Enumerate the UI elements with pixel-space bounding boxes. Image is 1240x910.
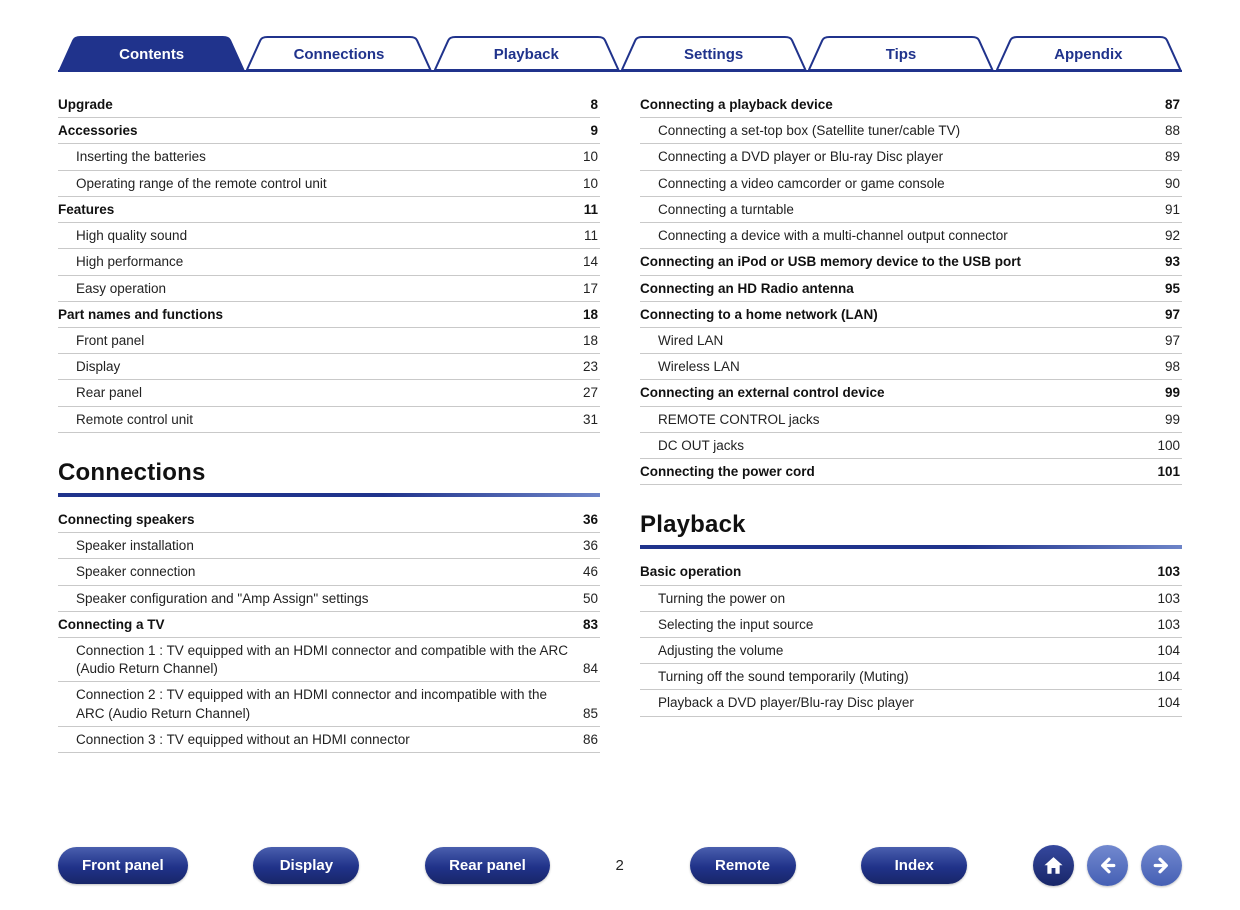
toc-entry[interactable] <box>640 118 1182 144</box>
footer-button-front-panel[interactable]: Front panel <box>58 847 188 884</box>
toc-entry-page: 97 <box>1164 332 1180 348</box>
toc-entry-title: Connecting to a home network (LAN) <box>640 306 878 322</box>
toc-entry-page: 88 <box>1164 123 1180 139</box>
toc-entry-page: 85 <box>582 705 598 721</box>
toc-entry-page: 84 <box>582 661 598 677</box>
toc-entry-page: 103 <box>1157 564 1180 580</box>
toc-entry-title: Accessories <box>58 123 138 139</box>
toc-entry[interactable] <box>640 664 1182 690</box>
toc-column-left <box>58 92 600 753</box>
toc-entry-title: High performance <box>76 254 184 270</box>
toc-entry-title: Wired LAN <box>658 332 724 348</box>
toc-entry[interactable] <box>640 690 1182 716</box>
toc-entry[interactable] <box>640 559 1182 585</box>
toc-entry-page: 104 <box>1157 669 1180 685</box>
toc-entry[interactable] <box>640 302 1182 328</box>
toc-entry[interactable] <box>640 223 1182 249</box>
section-heading-playback <box>640 511 1182 549</box>
section-underline <box>640 545 1182 549</box>
toc-entry-page: 90 <box>1164 175 1180 191</box>
tab-connections[interactable] <box>245 36 432 70</box>
home-button[interactable] <box>1033 845 1074 886</box>
footer-button-remote[interactable]: Remote <box>690 847 796 884</box>
toc-entry[interactable] <box>58 118 600 144</box>
toc-entry-title: Features <box>58 201 115 217</box>
toc-entry[interactable] <box>58 586 600 612</box>
toc-entry[interactable] <box>640 407 1182 433</box>
toc-entry[interactable] <box>640 144 1182 170</box>
toc-entry-title: Connecting the power cord <box>640 464 815 480</box>
toc-entry[interactable] <box>58 507 600 533</box>
toc-entry-title: High quality sound <box>76 228 188 244</box>
toc-entry-page: 99 <box>1164 385 1180 401</box>
toc-entry-page: 18 <box>582 332 598 348</box>
toc-entry[interactable] <box>58 533 600 559</box>
toc-entry[interactable] <box>640 586 1182 612</box>
toc-entry-title: Inserting the batteries <box>76 149 206 165</box>
toc-entry[interactable] <box>58 380 600 406</box>
forward-button[interactable] <box>1141 845 1182 886</box>
toc-entry-title: Connecting a playback device <box>640 97 833 112</box>
toc-entry-title: Connection 3 : TV equipped without an HDMI connector <box>76 731 410 747</box>
toc-entry-page: 101 <box>1157 464 1180 480</box>
toc-entry[interactable] <box>58 612 600 638</box>
tab-label: Settings <box>684 45 744 63</box>
toc-entry-page: 23 <box>582 359 598 375</box>
toc-entry-title: Speaker connection <box>76 564 196 580</box>
toc-entry[interactable] <box>58 559 600 585</box>
toc-entry[interactable] <box>640 354 1182 380</box>
toc-entry-page: 92 <box>1164 228 1180 244</box>
toc-entry[interactable] <box>640 197 1182 223</box>
tab-label: Playback <box>493 45 559 63</box>
toc-entry[interactable] <box>640 276 1182 302</box>
toc-entry-title: Connecting a TV <box>58 616 165 632</box>
toc-entry-page: 9 <box>590 123 598 139</box>
toc-entry-page: 50 <box>582 590 598 606</box>
toc-entry[interactable] <box>58 249 600 275</box>
toc-entry-title: Connection 2 : TV equipped with an HDMI connector and incompatible with the ARC (Audio Return Channel) <box>76 687 548 721</box>
toc-entry-page: 27 <box>582 385 598 401</box>
toc-entry[interactable] <box>640 328 1182 354</box>
toc-entry[interactable] <box>58 682 600 726</box>
toc-entry-title: Remote control unit <box>76 411 194 427</box>
toc-entry-page: 36 <box>582 511 598 527</box>
toc-entry-title: Connecting a DVD player or Blu-ray Disc player <box>658 149 944 165</box>
toc-entry-page: 103 <box>1157 616 1180 632</box>
toc-entry-title: REMOTE CONTROL jacks <box>658 411 820 427</box>
section-title: Connections <box>58 458 206 486</box>
section-heading-connections <box>58 459 600 497</box>
footer <box>58 845 1182 886</box>
toc-entry-title: Turning off the sound temporarily (Muting) <box>658 669 909 685</box>
footer-button-index[interactable]: Index <box>861 847 967 884</box>
footer-button-rear-panel[interactable]: Rear panel <box>425 847 550 884</box>
toc-entry[interactable] <box>58 197 600 223</box>
toc-entry-page: 11 <box>583 201 598 217</box>
toc-entry[interactable] <box>58 328 600 354</box>
toc-entry-title: Rear panel <box>76 385 143 401</box>
toc-entry-page: 103 <box>1157 590 1180 606</box>
toc-entry-title: Part names and functions <box>58 306 224 322</box>
toc-entry-page: 100 <box>1157 437 1180 453</box>
toc-entry[interactable] <box>640 171 1182 197</box>
toc-entry-title: Connecting an external control device <box>640 385 885 401</box>
tab-appendix[interactable] <box>995 36 1182 70</box>
toc-entry[interactable] <box>640 459 1182 485</box>
toc-entry[interactable] <box>58 302 600 328</box>
toc-entry-page: 8 <box>590 97 598 112</box>
toc-entry-title: Adjusting the volume <box>658 642 784 658</box>
toc-column-right <box>640 92 1182 753</box>
toc-entry-page: 10 <box>582 175 598 191</box>
toc-entry[interactable] <box>640 249 1182 275</box>
toc-entry-title: Connection 1 : TV equipped with an HDMI connector and compatible with the ARC (Audio Return Channel) <box>76 642 569 677</box>
toc-entry[interactable] <box>58 276 600 302</box>
tab-label: Tips <box>885 45 917 63</box>
tab-settings[interactable] <box>620 36 807 70</box>
toc-entry-page: 91 <box>1164 201 1180 217</box>
toc-entry[interactable] <box>640 380 1182 406</box>
toc-entry-title: Speaker installation <box>76 538 194 554</box>
toc-entry[interactable] <box>640 612 1182 638</box>
toc-entry-page: 10 <box>582 149 598 165</box>
tab-bar <box>58 36 1182 70</box>
footer-icons <box>1033 845 1182 886</box>
toc-entry-page: 95 <box>1164 280 1180 296</box>
toc-entry-page: 104 <box>1157 695 1180 711</box>
toc-entry-title: Playback a DVD player/Blu-ray Disc player <box>658 695 914 711</box>
toc-entry[interactable] <box>58 727 600 753</box>
section-title: Playback <box>640 511 746 539</box>
toc-entry-page: 104 <box>1157 642 1180 658</box>
toc-entry-page: 89 <box>1164 149 1180 165</box>
toc-entry-title: Connecting an iPod or USB memory device to the USB port <box>640 254 1022 270</box>
toc-entry[interactable] <box>58 638 600 682</box>
toc-entry[interactable] <box>640 92 1182 118</box>
tab-playback[interactable] <box>433 36 620 70</box>
toc-entry-title: Connecting a device with a multi-channel output connector <box>658 228 1008 244</box>
toc-entry-title: Turning the power on <box>658 590 786 606</box>
toc-entry-title: Connecting an HD Radio antenna <box>640 280 854 296</box>
toc-entry-title: DC OUT jacks <box>658 437 745 453</box>
toc-entry-title: Basic operation <box>640 564 742 580</box>
toc-entry-title: Easy operation <box>76 280 167 296</box>
section-underline <box>58 493 600 497</box>
toc-entry[interactable] <box>58 354 600 380</box>
tab-label: Appendix <box>1054 45 1123 63</box>
toc-entry-page: 31 <box>582 411 598 427</box>
toc-entry-page: 17 <box>582 280 598 296</box>
toc-entry-title: Front panel <box>76 332 145 348</box>
table-of-contents <box>58 92 1182 753</box>
toc-entry-page: 93 <box>1164 254 1180 270</box>
toc-entry[interactable] <box>640 638 1182 664</box>
toc-entry-page: 83 <box>582 616 598 632</box>
toc-entry-title: Speaker configuration and "Amp Assign" settings <box>76 590 369 606</box>
tab-label: Connections <box>293 45 385 63</box>
toc-entry[interactable] <box>58 144 600 170</box>
back-button[interactable] <box>1087 845 1128 886</box>
toc-entry-title: Connecting speakers <box>58 511 195 527</box>
page-number: 2 <box>615 857 624 874</box>
toc-entry-page: 99 <box>1164 411 1180 427</box>
toc-entry-title: Wireless LAN <box>658 359 740 375</box>
toc-entry-page: 97 <box>1164 306 1180 322</box>
toc-entry[interactable] <box>58 407 600 433</box>
toc-entry-page: 87 <box>1164 97 1180 112</box>
toc-entry-page: 36 <box>582 538 598 554</box>
toc-entry-title: Connecting a video camcorder or game console <box>658 175 945 191</box>
toc-entry-page: 86 <box>582 731 598 747</box>
toc-entry[interactable] <box>58 92 600 118</box>
toc-entry-page: 11 <box>583 228 598 244</box>
toc-entry-page: 14 <box>582 254 598 270</box>
toc-entry-page: 46 <box>582 564 598 580</box>
tab-contents[interactable] <box>58 36 245 70</box>
tab-label: Contents <box>119 45 185 63</box>
toc-entry-title: Upgrade <box>58 97 113 112</box>
toc-entry-page: 98 <box>1164 359 1180 375</box>
toc-entry-title: Connecting a turntable <box>658 201 794 217</box>
toc-entry[interactable] <box>640 433 1182 459</box>
footer-button-display[interactable]: Display <box>253 847 359 884</box>
toc-entry-title: Connecting a set-top box (Satellite tuner/cable TV) <box>658 123 961 139</box>
toc-entry-title: Operating range of the remote control unit <box>76 175 327 191</box>
tab-tips[interactable] <box>807 36 994 70</box>
toc-entry-title: Display <box>76 359 121 375</box>
toc-entry-page: 18 <box>582 306 598 322</box>
toc-entry[interactable] <box>58 171 600 197</box>
toc-entry-title: Selecting the input source <box>658 616 814 632</box>
toc-entry[interactable] <box>58 223 600 249</box>
